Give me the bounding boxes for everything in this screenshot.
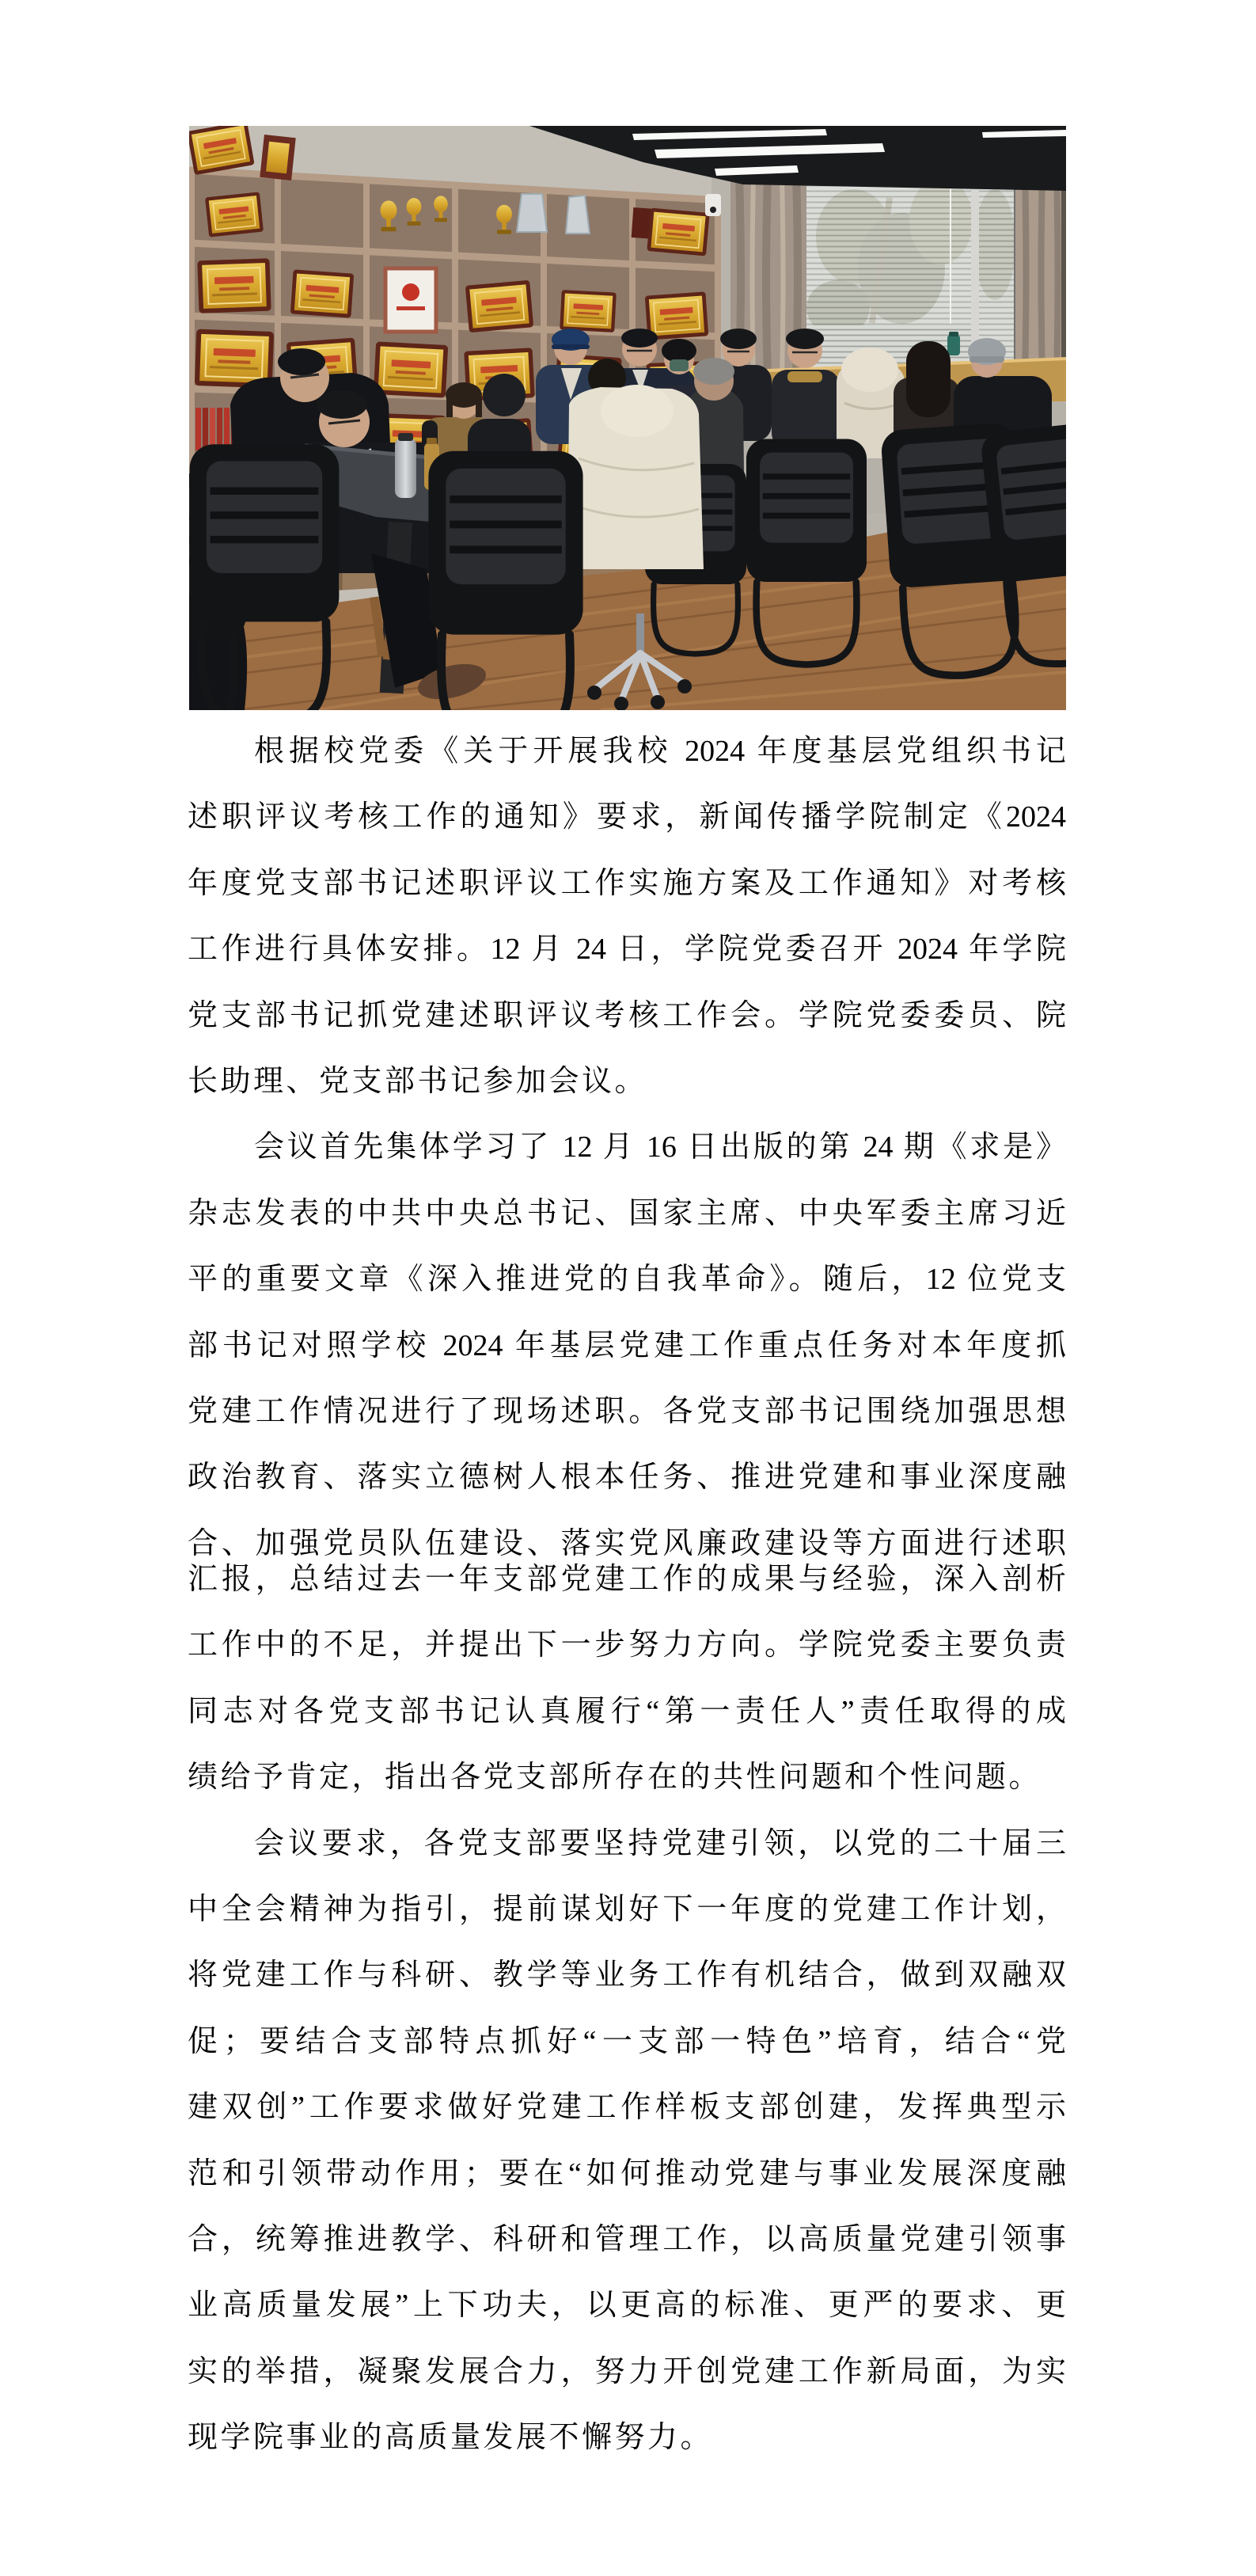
article-line: 根据校党委《关于开展我校 2024 年度基层党组织书记 bbox=[254, 735, 1066, 768]
article-line: 现学院事业的高质量发展不懈努力。 bbox=[188, 2421, 714, 2455]
article-line: 会议首先集体学习了 12 月 16 日出版的第 24 期《求是》 bbox=[254, 1130, 1066, 1165]
teal-thermos-cup bbox=[947, 332, 960, 355]
article-line: 长助理、党支部书记参加会议。 bbox=[188, 1064, 648, 1098]
article-line: 工作中的不足，并提出下一步努力方向。学院党委主要负责 bbox=[188, 1628, 1066, 1662]
article-line: 工作进行具体安排。12 月 24 日，学院党委召开 2024 年学院 bbox=[188, 933, 1066, 967]
curtain-right bbox=[1015, 170, 1063, 379]
article-line: 政治教育、落实立德树人根本任务、推进党建和事业深度融 bbox=[188, 1461, 1066, 1495]
article-line: 党建工作情况进行了现场述职。各党支部书记围绕加强思想 bbox=[188, 1394, 1066, 1428]
meeting-photo bbox=[189, 126, 1066, 710]
security-camera bbox=[705, 194, 721, 216]
article-line: 合，统筹推进教学、科研和管理工作，以高质量党建引领事 bbox=[188, 2222, 1066, 2256]
article-line: 范和引领带动作用；要在“如何推动党建与事业发展深度融 bbox=[188, 2156, 1066, 2190]
article-line: 平的重要文章《深入推进党的自我革命》。随后，12 位党支 bbox=[188, 1263, 1066, 1297]
article-line: 中全会精神为指引，提前谋划好下一年度的党建工作计划， bbox=[188, 1893, 1066, 1927]
article-line: 建双创”工作要求做好党建工作样板支部创建，发挥典型示 bbox=[188, 2091, 1066, 2125]
article-line: 党支部书记抓党建述职评议考核工作会。学院党委委员、院 bbox=[188, 998, 1066, 1032]
article-line: 述职评议考核工作的通知》要求，新闻传播学院制定《2024 bbox=[188, 800, 1066, 834]
article-line: 部书记对照学校 2024 年基层党建工作重点任务对本年度抓 bbox=[188, 1328, 1066, 1362]
article-line: 杂志发表的中共中央总书记、国家主席、中央军委主席习近 bbox=[188, 1196, 1066, 1230]
article-line: 实的举措，凝聚发展合力，努力开创党建工作新局面，为实 bbox=[188, 2354, 1066, 2388]
article-line: 业高质量发展”上下功夫，以更高的标准、更严的要求、更 bbox=[188, 2289, 1066, 2323]
meeting-photo-illustration bbox=[189, 126, 1066, 710]
article-line: 会议要求，各党支部要坚持党建引领，以党的二十届三 bbox=[254, 1826, 1066, 1860]
article-line: 汇报，总结过去一年支部党建工作的成果与经验，深入剖析 bbox=[188, 1563, 1066, 1597]
article-line: 年度党支部书记述职评议工作实施方案及工作通知》对考核 bbox=[188, 866, 1066, 900]
article-body bbox=[188, 719, 1066, 2472]
article-line: 合、加强党员队伍建设、落实党风廉政建设等方面进行述职 bbox=[188, 1526, 1066, 1560]
article-line: 绩给予肯定，指出各党支部所存在的共性问题和个性问题。 bbox=[188, 1761, 1042, 1795]
article-line: 促；要结合支部特点抓好“一支部一特色”培育，结合“党 bbox=[188, 2024, 1066, 2058]
article-line: 同志对各党支部书记认真履行“第一责任人”责任取得的成 bbox=[188, 1694, 1066, 1728]
article-line: 将党建工作与科研、教学等业务工作有机结合，做到双融双 bbox=[188, 1959, 1066, 1993]
